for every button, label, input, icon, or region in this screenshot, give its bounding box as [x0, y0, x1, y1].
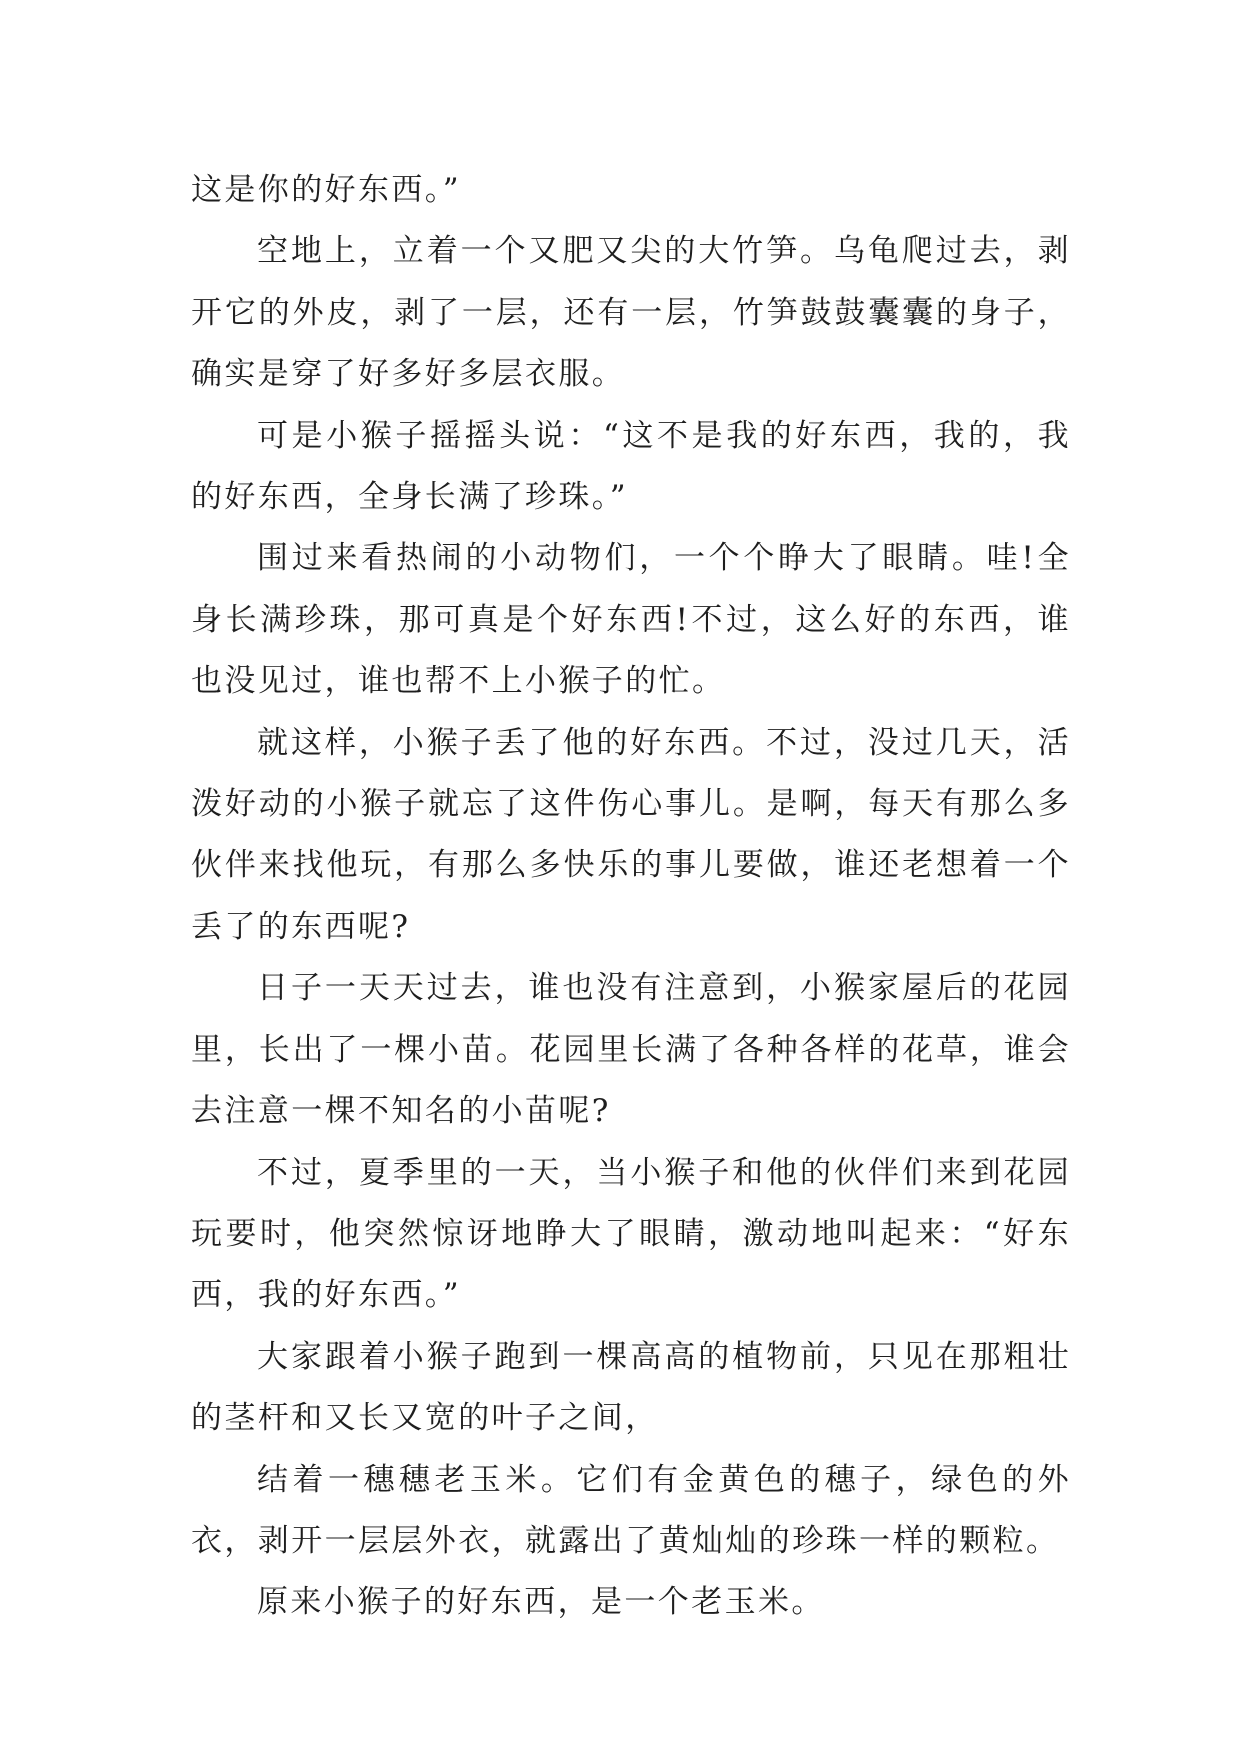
story-text [191, 160, 1071, 1634]
paragraph: 这是你的好东西。” [191, 172, 461, 208]
paragraph: 可是小猴子摇摇头说：“这不是我的好东西，我的，我的好东西，全身长满了珍珠。” [191, 417, 1071, 516]
paragraph: 空地上，立着一个又肥又尖的大竹笋。乌龟爬过去，剥开它的外皮，剥了一层，还有一层，竹笋鼓鼓囊囊的身子，确实是穿了好多好多层衣服。 [191, 233, 1071, 393]
paragraph: 结着一穗穗老玉米。它们有金黄色的穗子，绿色的外衣，剥开一层层外衣，就露出了黄灿灿的珍珠一样的颗粒。 [191, 1461, 1071, 1559]
paragraph: 不过，夏季里的一天，当小猴子和他的伙伴们来到花园玩要时，他突然惊讶地睁大了眼睛，激动地叫起来：“好东西，我的好东西。” [191, 1154, 1071, 1314]
paragraph: 日子一天天过去，谁也没有注意到，小猴家屋后的花园里，长出了一棵小苗。花园里长满了各种各样的花草，谁会去注意一棵不知名的小苗呢? [191, 970, 1071, 1130]
paragraph: 围过来看热闹的小动物们，一个个睁大了眼睛。哇!全身长满珍珠，那可真是个好东西!不过，这么好的东西，谁也没见过，谁也帮不上小猴子的忙。 [191, 540, 1071, 700]
paragraph: 原来小猴子的好东西，是一个老玉米。 [257, 1584, 825, 1621]
paragraph: 就这样，小猴子丢了他的好东西。不过，没过几天，活泼好动的小猴子就忘了这件伤心事儿。是啊，每天有那么多伙伴来找他玩，有那么多快乐的事儿要做，谁还老想着一个丢了的东西呢? [191, 724, 1071, 945]
paragraph: 大家跟着小猴子跑到一棵高高的植物前，只见在那粗壮的茎杆和又长又宽的叶子之间， [191, 1338, 1071, 1437]
